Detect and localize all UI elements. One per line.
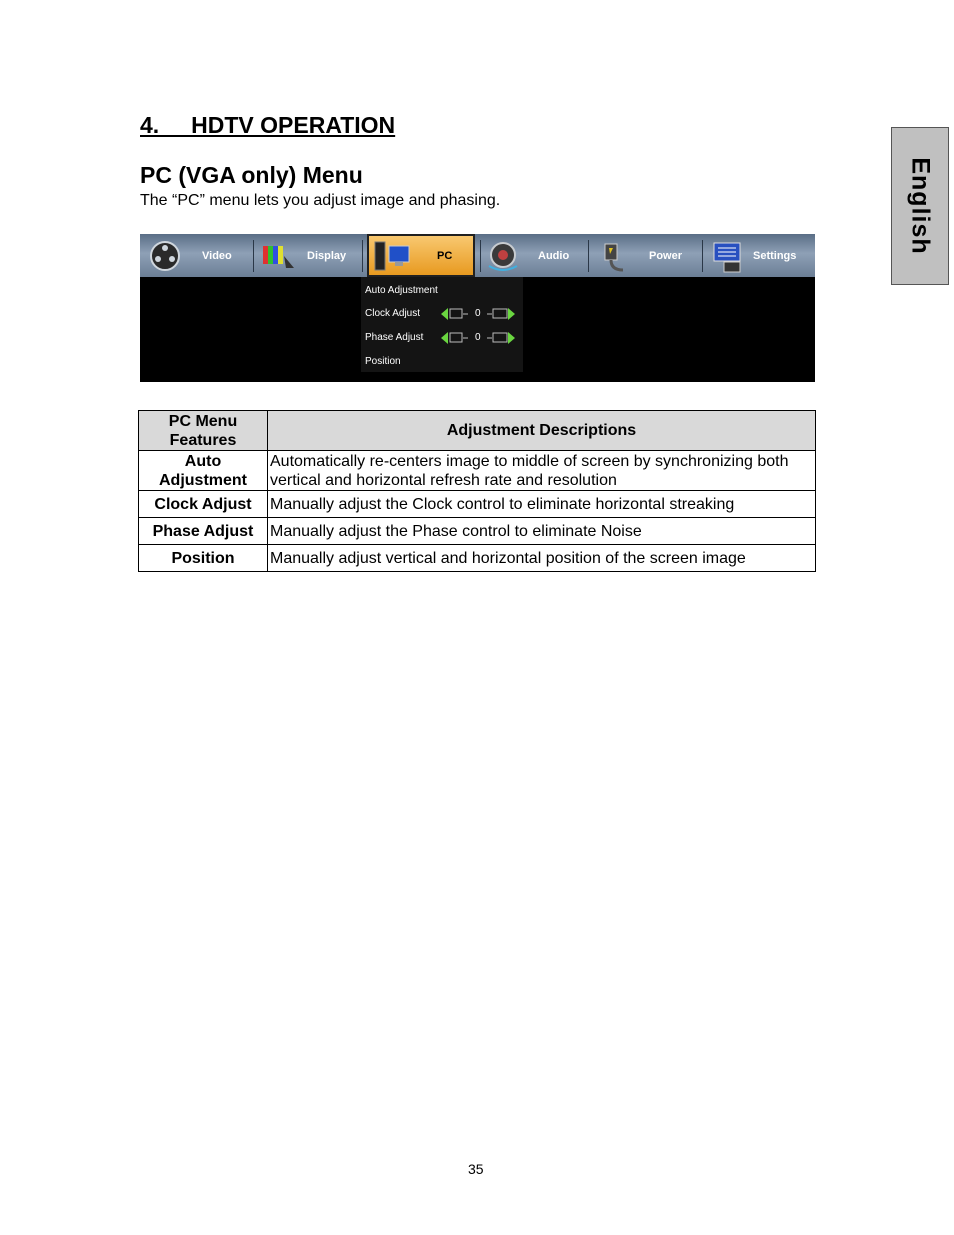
table-header: Adjustment Descriptions [268,411,816,451]
osd-item-auto-adjustment: Auto Adjustment [365,285,438,296]
language-tab [891,127,949,285]
osd-tab-label: Display [307,250,347,262]
osd-tab-label: PC [437,250,453,262]
power-plug-icon [595,240,631,274]
osd-tab-label: Audio [538,250,570,262]
phase-value: 0 [475,332,481,343]
clock-value: 0 [475,308,481,319]
description-cell: Manually adjust the Clock control to eliminate horizontal streaking [268,491,816,518]
feature-cell: Phase Adjust [139,518,268,545]
settings-list-icon [710,240,746,274]
osd-separator [362,240,363,272]
description-cell: Automatically re-centers image to middle of screen by synchronizing both vertical and horizontal refresh rate and resolution [268,451,816,491]
osd-tab-pc [367,234,475,277]
computer-icon [373,240,413,272]
features-table [138,410,816,572]
osd-tab-power [595,234,695,277]
table-row [139,545,816,572]
menu-title: PC (VGA only) Menu [140,162,363,188]
adjust-arrows-icon [441,332,521,344]
color-bars-icon [260,240,296,272]
osd-separator [588,240,589,272]
osd-item-clock-adjust: Clock Adjust [365,308,421,319]
table-row [139,518,816,545]
film-reel-icon [148,240,182,272]
description-cell: Manually adjust vertical and horizontal position of the screen image [268,545,816,572]
osd-menu-bar [140,234,815,277]
table-row [139,451,816,491]
osd-tab-label: Power [649,250,683,262]
feature-cell: Clock Adjust [139,491,268,518]
osd-screenshot [140,234,815,382]
section-title: 4. HDTV OPERATION [140,112,396,138]
osd-item-phase-adjust: Phase Adjust [365,332,424,343]
feature-cell: Auto Adjustment [139,451,268,491]
phase-adjust-slider [441,332,521,344]
clock-adjust-slider [441,308,521,320]
osd-item-position: Position [365,356,401,367]
table-header: PC Menu Features [139,411,268,451]
intro-text: The “PC” menu lets you adjust image and phasing. [140,192,501,209]
osd-tab-display [260,234,360,277]
osd-separator [253,240,254,272]
osd-separator [702,240,703,272]
feature-cell: Position [139,545,268,572]
osd-separator [480,240,481,272]
osd-tab-video [148,234,248,277]
page-number: 35 [468,1161,484,1177]
osd-tab-audio [485,234,585,277]
osd-tab-settings [710,234,815,277]
language-label: English [906,157,935,255]
table-row [139,491,816,518]
adjust-arrows-icon [441,308,521,320]
description-cell: Manually adjust the Phase control to eliminate Noise [268,518,816,545]
osd-submenu [361,277,523,372]
table-header-row [139,411,816,451]
osd-tab-label: Video [202,250,232,262]
osd-tab-label: Settings [753,250,797,262]
speaker-icon [485,240,521,274]
